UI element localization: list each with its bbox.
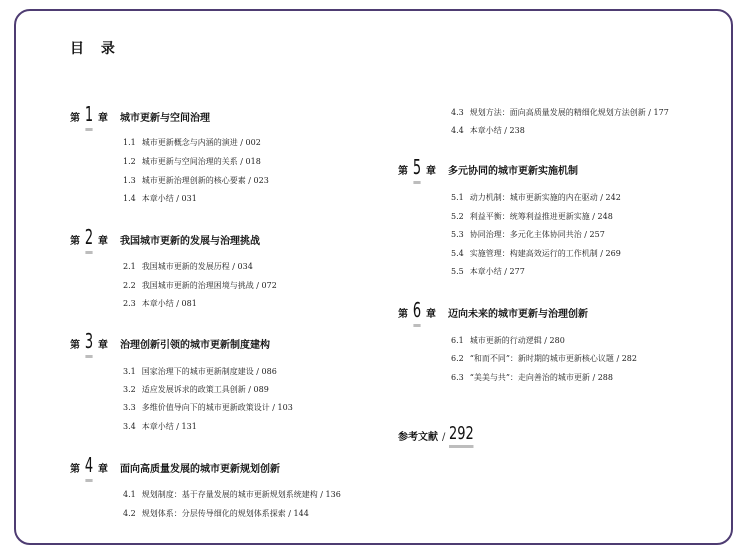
chapter-title: 迈向未来的城市更新与治理创新 — [448, 309, 588, 320]
section-number: 6.2 — [451, 354, 464, 363]
section-title: 规划体系：分层传导细化的规划体系探索 / 144 — [141, 509, 309, 518]
chapter-heading-5[interactable] — [398, 157, 578, 187]
chapter-title: 治理创新引领的城市更新制度建构 — [120, 340, 270, 351]
toc-entry[interactable] — [451, 107, 669, 118]
chapter-title: 多元协同的城市更新实施机制 — [448, 166, 578, 177]
chapter-prefix: 第 — [70, 113, 80, 124]
section-title: 本章小结 / 277 — [469, 267, 525, 276]
toc-entry[interactable] — [451, 266, 525, 277]
chapter-prefix: 第 — [398, 309, 408, 320]
chapter-title: 我国城市更新的发展与治理挑战 — [120, 236, 260, 247]
section-number: 2.2 — [123, 281, 136, 290]
chapter-number: 6 — [413, 300, 422, 320]
section-number: 3.3 — [123, 403, 136, 412]
toc-entry[interactable] — [451, 335, 565, 346]
section-number: 4.4 — [451, 126, 464, 135]
section-number: 4.2 — [123, 509, 136, 518]
toc-entry[interactable] — [451, 229, 605, 240]
chapter-number: 2 — [85, 227, 94, 247]
section-title: 城市更新与空间治理的关系 / 018 — [141, 157, 261, 166]
section-title: 利益平衡：统筹利益推进更新实施 / 248 — [469, 212, 613, 221]
chapter-prefix: 第 — [70, 236, 80, 247]
chapter-title: 城市更新与空间治理 — [120, 113, 210, 124]
section-title: 我国城市更新的治理困境与挑战 / 072 — [141, 281, 277, 290]
references-entry[interactable] — [398, 424, 484, 443]
toc-entry[interactable] — [123, 137, 261, 148]
toc-entry[interactable] — [123, 384, 269, 395]
references-underline — [449, 445, 474, 448]
section-number: 2.3 — [123, 299, 136, 308]
chapter-number-underline — [85, 128, 92, 131]
section-number: 3.4 — [123, 422, 136, 431]
toc-entry[interactable] — [123, 156, 261, 167]
chapter-number-underline — [413, 181, 420, 184]
chapter-prefix: 第 — [70, 464, 80, 475]
chapter-number-underline — [413, 324, 420, 327]
chapter-title: 面向高质量发展的城市更新规划创新 — [120, 464, 280, 475]
section-number: 6.1 — [451, 336, 464, 345]
chapter-number: 3 — [85, 331, 94, 351]
section-title: 多维价值导向下的城市更新政策设计 / 103 — [141, 403, 293, 412]
chapter-suffix: 章 — [98, 464, 108, 475]
section-number: 3.2 — [123, 385, 136, 394]
toc-entry[interactable] — [451, 353, 637, 364]
section-title: 城市更新概念与内涵的演进 / 002 — [141, 138, 261, 147]
section-title: “美美与共”：走向善治的城市更新 / 288 — [469, 373, 613, 382]
section-number: 1.2 — [123, 157, 136, 166]
section-number: 1.1 — [123, 138, 136, 147]
chapter-number: 5 — [413, 157, 422, 177]
section-number: 3.1 — [123, 367, 136, 376]
toc-entry[interactable] — [123, 280, 277, 291]
section-title: 适应发展诉求的政策工具创新 / 089 — [141, 385, 269, 394]
chapter-number-underline — [85, 251, 92, 254]
section-title: 本章小结 / 081 — [141, 299, 197, 308]
section-title: 规划制度：基于存量发展的城市更新规划系统建构 / 136 — [141, 490, 341, 499]
toc-entry[interactable] — [123, 298, 197, 309]
section-number: 6.3 — [451, 373, 464, 382]
section-number: 4.1 — [123, 490, 136, 499]
chapter-number-underline — [85, 355, 92, 358]
section-title: 规划方法：面向高质量发展的精细化规划方法创新 / 177 — [469, 108, 669, 117]
section-title: 本章小结 / 031 — [141, 194, 197, 203]
chapter-suffix: 章 — [98, 113, 108, 124]
section-number: 2.1 — [123, 262, 136, 271]
toc-entry[interactable] — [123, 508, 309, 519]
toc-entry[interactable] — [123, 261, 253, 272]
section-number: 1.4 — [123, 194, 136, 203]
toc-entry[interactable] — [451, 372, 613, 383]
section-number: 5.4 — [451, 249, 464, 258]
section-number: 4.3 — [451, 108, 464, 117]
toc-entry[interactable] — [451, 248, 621, 259]
toc-entry[interactable] — [123, 489, 341, 500]
section-title: 本章小结 / 238 — [469, 126, 525, 135]
chapter-heading-3[interactable] — [70, 331, 270, 361]
references-label: 参考文献 — [398, 432, 438, 443]
section-title: “和而不同”：新时期的城市更新核心议题 / 282 — [469, 354, 637, 363]
section-number: 1.3 — [123, 176, 136, 185]
chapter-heading-1[interactable] — [70, 104, 210, 134]
toc-entry[interactable] — [451, 211, 613, 222]
toc-entry[interactable] — [123, 421, 197, 432]
toc-entry[interactable] — [123, 402, 293, 413]
chapter-prefix: 第 — [398, 166, 408, 177]
chapter-suffix: 章 — [98, 340, 108, 351]
toc-entry[interactable] — [123, 193, 197, 204]
chapter-number: 1 — [85, 104, 94, 124]
chapter-suffix: 章 — [426, 309, 436, 320]
chapter-number: 4 — [85, 455, 94, 475]
section-number: 5.1 — [451, 193, 464, 202]
section-title: 动力机制：城市更新实施的内在驱动 / 242 — [469, 193, 621, 202]
chapter-prefix: 第 — [70, 340, 80, 351]
toc-entry[interactable] — [451, 192, 621, 203]
section-title: 城市更新的行动逻辑 / 280 — [469, 336, 565, 345]
section-title: 实施管理：构建高效运行的工作机制 / 269 — [469, 249, 621, 258]
section-title: 本章小结 / 131 — [141, 422, 197, 431]
toc-entry[interactable] — [123, 175, 269, 186]
references-page-number: 292 — [449, 425, 474, 443]
section-number: 5.3 — [451, 230, 464, 239]
toc-entry[interactable] — [451, 125, 525, 136]
chapter-number-underline — [85, 479, 92, 482]
chapter-heading-6[interactable] — [398, 300, 588, 330]
chapter-heading-4[interactable] — [70, 455, 280, 485]
section-number: 5.5 — [451, 267, 464, 276]
section-title: 协同治理：多元化主体协同共治 / 257 — [469, 230, 605, 239]
chapter-suffix: 章 — [426, 166, 436, 177]
section-number: 5.2 — [451, 212, 464, 221]
section-title: 城市更新治理创新的核心要素 / 023 — [141, 176, 269, 185]
toc-entry[interactable] — [123, 366, 277, 377]
section-title: 国家治理下的城市更新制度建设 / 086 — [141, 367, 277, 376]
page-title: 目 录 — [70, 41, 121, 57]
section-title: 我国城市更新的发展历程 / 034 — [141, 262, 253, 271]
references-separator: / — [442, 432, 446, 443]
chapter-suffix: 章 — [98, 236, 108, 247]
chapter-heading-2[interactable] — [70, 227, 260, 257]
